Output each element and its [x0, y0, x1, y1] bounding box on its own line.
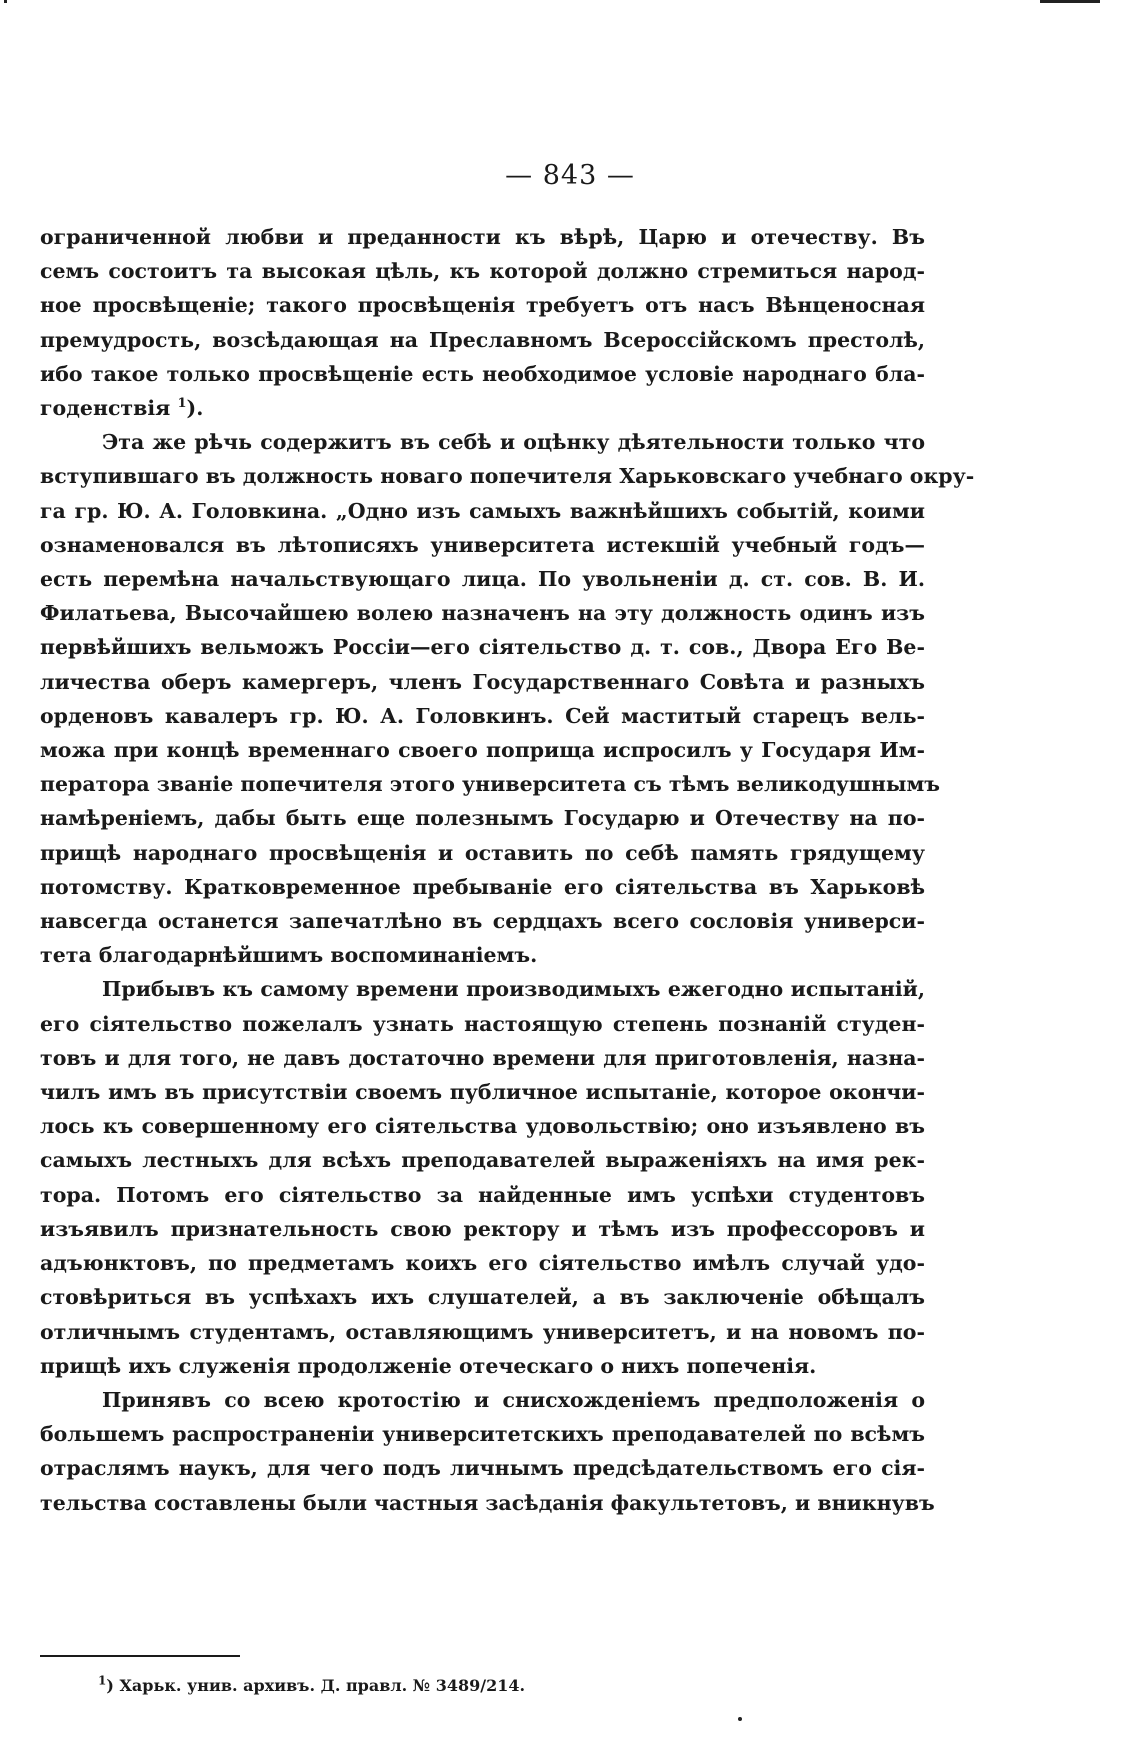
text-line: первѣйшихъ вельможъ Россіи—его сіятельство д. т. сов., Двора Его Ве- — [40, 635, 925, 660]
text-line: га гр. Ю. А. Головкина. „Одно изъ самыхъ важнѣйшихъ событій, коими — [40, 498, 925, 523]
footnote — [98, 1673, 526, 1695]
text-line: отраслямъ наукъ, для чего подъ личнымъ предсѣдательствомъ его сія- — [40, 1456, 925, 1481]
text-line: ное просвѣщеніе; такого просвѣщенія требуетъ отъ насъ Вѣнценосная — [40, 293, 925, 318]
print-speck — [738, 1717, 742, 1721]
page-number: — 843 — — [505, 160, 635, 191]
text-line: навсегда останется запечатлѣно въ сердцахъ всего сословія универси- — [40, 909, 925, 934]
text-line: ограниченной любви и преданности къ вѣрѣ, Царю и отечеству. Въ — [40, 225, 925, 249]
text-line: большемъ распространеніи университетскихъ преподавателей по всѣмъ — [40, 1422, 925, 1447]
text-line: Филатьева, Высочайшею волею назначенъ на эту должность одинъ изъ — [40, 601, 925, 626]
text-line: Принявъ со всею кротостію и снисхожденіемъ предположенія о — [102, 1387, 925, 1412]
text-line: Прибывъ къ самому времени производимыхъ ежегодно испытаній, — [102, 977, 925, 1002]
text-line: изъявилъ признательность свою ректору и тѣмъ изъ профессоровъ и — [40, 1216, 925, 1241]
text-line: тета благодарнѣйшимъ воспоминаніемъ. — [40, 943, 538, 968]
text-line: орденовъ кавалеръ гр. Ю. А. Головкинъ. Сей маститый старецъ вель- — [40, 703, 925, 728]
text-line: адъюнктовъ, по предметамъ коихъ его сіятельство имѣлъ случай удо- — [40, 1251, 925, 1276]
text-line: премудрость, возсѣдающая на Преславномъ Всероссійскомъ престолѣ, — [40, 327, 925, 352]
footnote-reference: 1 — [177, 396, 187, 412]
text-line: есть перемѣна начальствующаго лица. По увольненіи д. ст. сов. В. И. — [40, 567, 925, 592]
text-line: тора. Потомъ его сіятельство за найденные имъ успѣхи студентовъ — [40, 1182, 925, 1207]
footnote-mark: 1 — [98, 1673, 107, 1688]
text-line: лось къ совершенному его сіятельства удовольствію; оно изъявлено въ — [40, 1114, 925, 1139]
text-line: Эта же рѣчь содержитъ въ себѣ и оцѣнку дѣятельности только что — [102, 430, 925, 455]
scan-edge-mark — [4, 0, 7, 3]
text-line: прищѣ народнаго просвѣщенія и оставить по себѣ память грядущему — [40, 840, 925, 865]
footnote-text: ) Харьк. унив. архивъ. Д. правл. № 3489/214. — [106, 1676, 526, 1695]
text-line: намѣреніемъ, дабы быть еще полезнымъ Государю и Отечеству на по- — [40, 806, 925, 831]
text-line: вступившаго въ должность новаго попечителя Харьковскаго учебнаго окру- — [40, 464, 975, 489]
body-text — [40, 220, 975, 1520]
text-line: семъ состоитъ та высокая цѣль, къ которой должно стремиться народ- — [40, 259, 925, 284]
text-line: его сіятельство пожелалъ узнать настоящую степень познаній студен- — [40, 1011, 925, 1036]
text-line: товъ и для того, не давъ достаточно времени для приготовленія, назна- — [40, 1045, 925, 1070]
text-line: потомству. Кратковременное пребываніе его сіятельства въ Харьковѣ — [40, 874, 925, 899]
footnote-divider — [40, 1655, 240, 1657]
text-line: личества оберъ камергеръ, членъ Государственнаго Совѣта и разныхъ — [40, 669, 925, 694]
text-line: ибо такое только просвѣщеніе есть необходимое условіе народнаго бла- — [40, 361, 925, 386]
text-line: ператора званіе попечителя этого университета съ тѣмъ великодушнымъ — [40, 772, 940, 797]
scan-edge-mark — [1040, 0, 1100, 3]
text-line: чилъ имъ въ присутствіи своемъ публичное испытаніе, которое окончи- — [40, 1080, 925, 1105]
text-line: самыхъ лестныхъ для всѣхъ преподавателей выраженіяхъ на имя рек- — [40, 1148, 925, 1173]
text-line: ознаменовался въ лѣтописяхъ университета истекшій учебный годъ— — [40, 532, 925, 557]
text-line: тельства составлены были частныя засѣданія факультетовъ, и вникнувъ — [40, 1490, 935, 1515]
text-line: стовѣриться въ успѣхахъ ихъ слушателей, а въ заключеніе обѣщалъ — [40, 1285, 925, 1310]
text-line — [40, 391, 925, 425]
text-fragment: ). — [186, 396, 204, 421]
text-line: отличнымъ студентамъ, оставляющимъ университетъ, и на новомъ по- — [40, 1319, 925, 1344]
text-line: прищѣ ихъ служенія продолженіе отеческаго о нихъ попеченія. — [40, 1353, 817, 1378]
text-line: можа при концѣ временнаго своего поприща испросилъ у Государя Им- — [40, 738, 925, 763]
text-fragment: годенствія — [40, 396, 171, 421]
